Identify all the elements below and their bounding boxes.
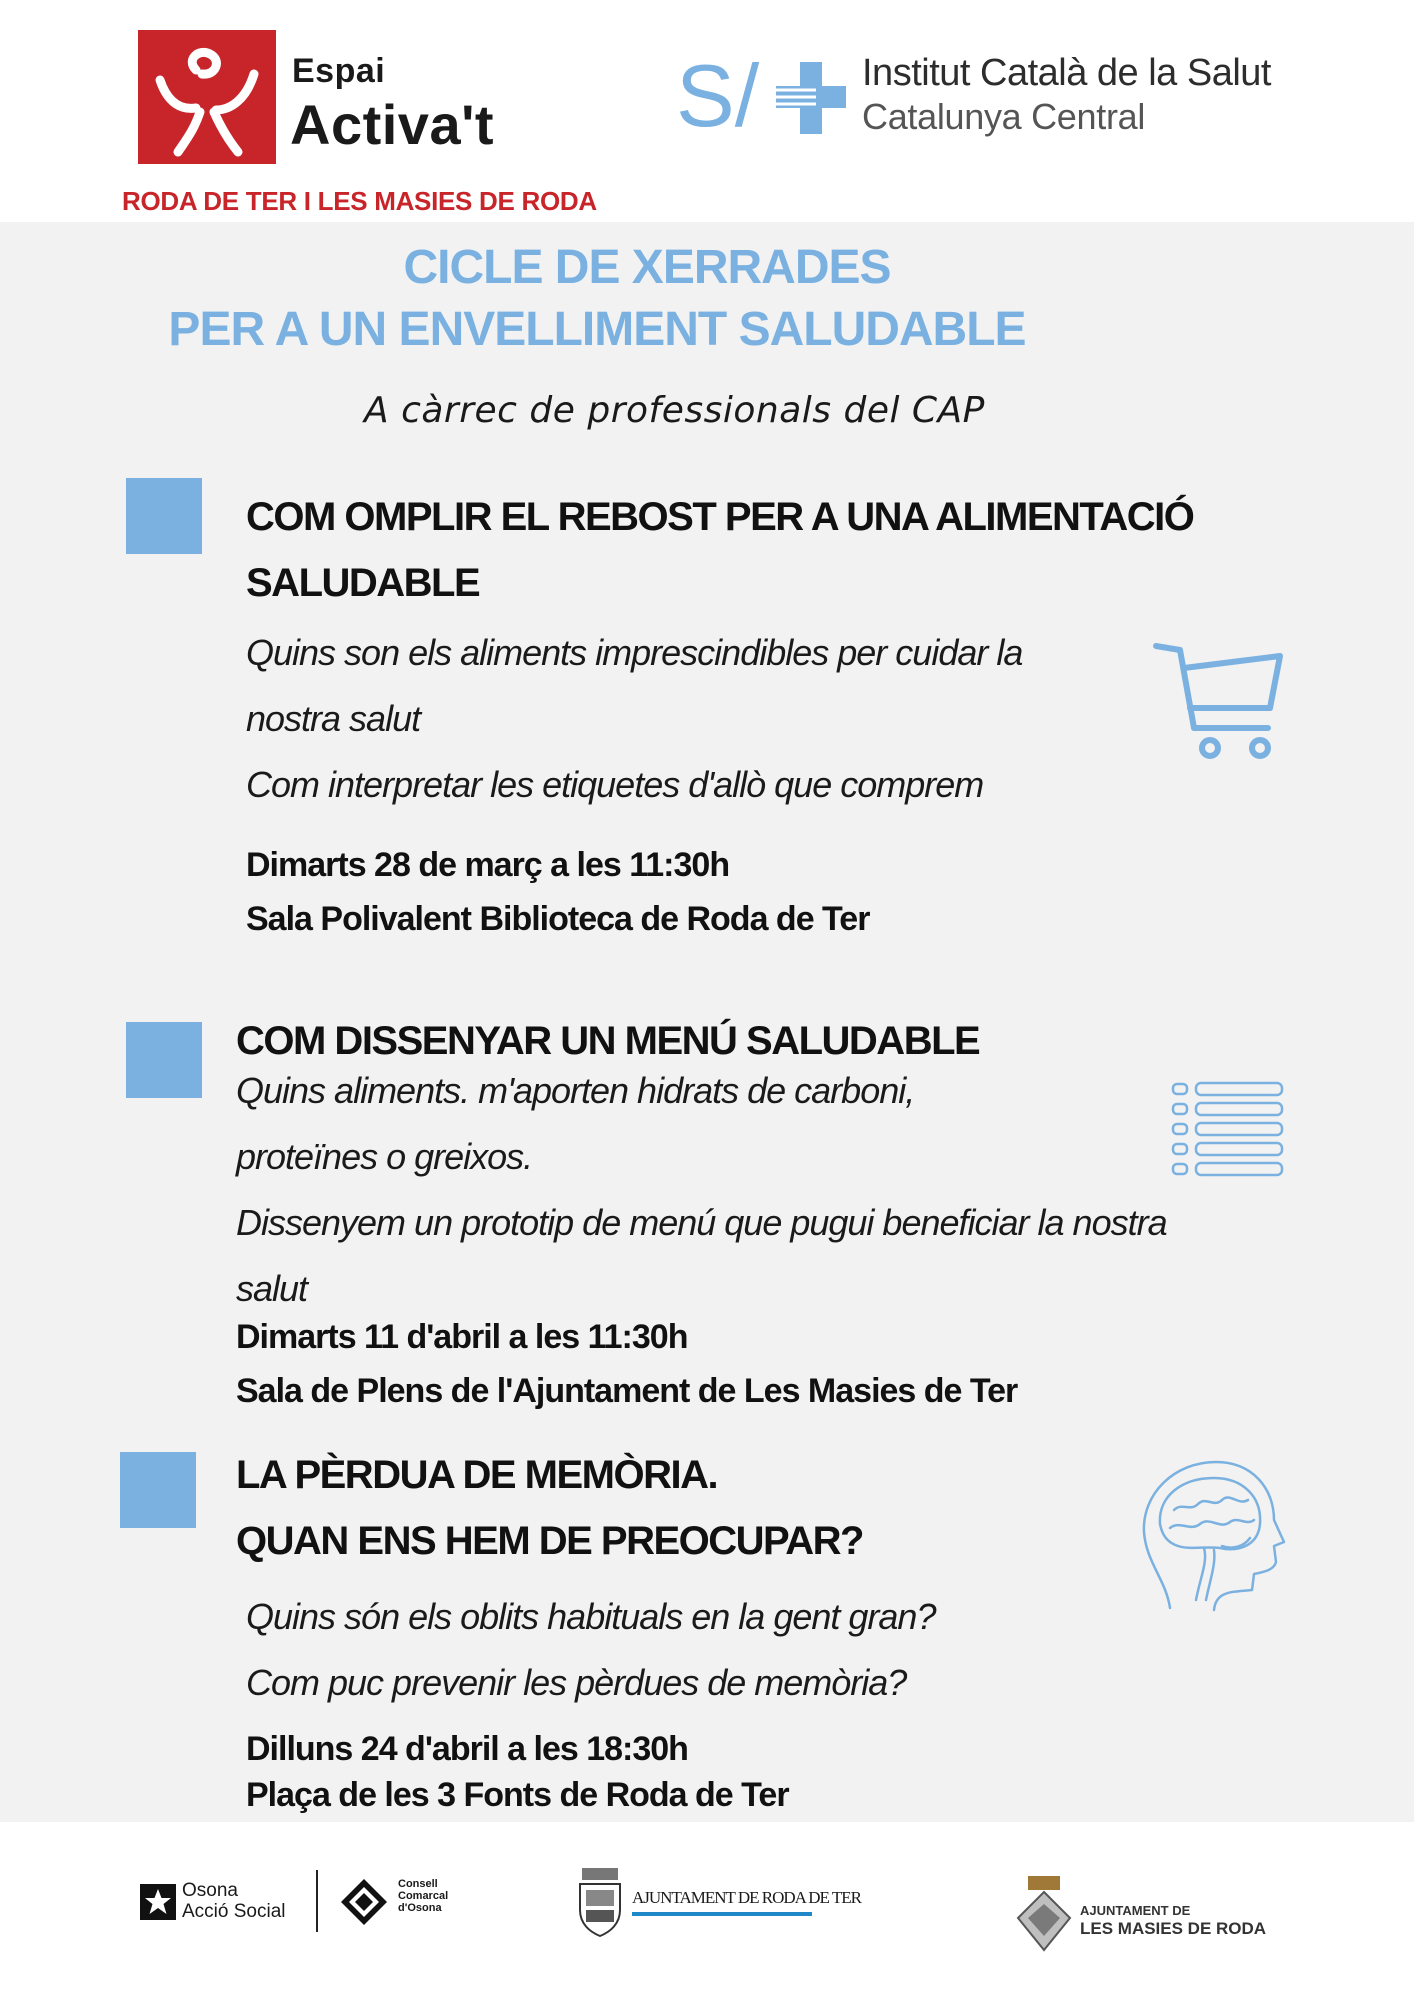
consell-logo-line: Consell <box>398 1878 438 1890</box>
talk-3-heading-line: QUAN ENS HEM DE PREOCUPAR? <box>236 1519 863 1563</box>
consell-comarcal-emblem-icon <box>340 1878 388 1926</box>
talk-2-desc-line: Dissenyem un prototip de menú que pugui beneficiar la nostra <box>236 1202 1167 1243</box>
bullet-square <box>126 1022 202 1098</box>
talk-1-heading-line: SALUDABLE <box>246 561 480 605</box>
consell-comarcal-logo <box>398 1878 448 1914</box>
ics-logo-letters: S/ <box>676 54 760 134</box>
osona-star-icon <box>140 1884 176 1920</box>
consell-logo-line: d'Osona <box>398 1902 442 1914</box>
talk-1-desc-line: nostra salut <box>246 698 421 739</box>
footer <box>0 1822 1414 2000</box>
espai-activat-logo <box>138 30 276 164</box>
main-panel <box>0 222 1414 1822</box>
talk-2-desc-line: salut <box>236 1268 308 1309</box>
footer-divider <box>316 1870 318 1932</box>
talk-3-desc-line: Quins són els oblits habituals en la gent gran? <box>246 1596 936 1637</box>
talk-1-heading <box>246 484 1193 616</box>
header <box>0 0 1414 222</box>
shopping-cart-icon <box>1150 636 1290 766</box>
osona-accio-social-logo <box>182 1880 286 1922</box>
page-subtitle: A càrrec de professionals del CAP <box>364 390 985 431</box>
talk-2-description <box>236 1058 1167 1322</box>
roda-de-ter-logo-bar <box>632 1912 812 1916</box>
talk-2-heading-line: COM DISSENYAR UN MENÚ SALUDABLE <box>236 1019 980 1063</box>
page-title-line-1: CICLE DE XERRADES <box>403 241 891 294</box>
talk-1-heading-line: COM OMPLIR EL REBOST PER A UNA ALIMENTACIÓ <box>246 495 1194 539</box>
talk-2-date: Dimarts 11 d'abril a les 11:30h <box>236 1318 688 1356</box>
bullet-square <box>120 1452 196 1528</box>
location-label: RODA DE TER I LES MASIES DE RODA <box>122 186 597 216</box>
ics-name: Institut Català de la Salut <box>862 52 1271 94</box>
talk-3-desc-line: Com puc prevenir les pèrdues de memòria? <box>246 1662 907 1703</box>
masies-de-roda-logo-text <box>1080 1902 1266 1938</box>
ics-logo-mark <box>676 54 856 134</box>
consell-logo-line: Comarcal <box>398 1890 449 1902</box>
activat-word: Activa't <box>290 93 495 156</box>
masies-logo-line: LES MASIES DE RODA <box>1080 1919 1267 1938</box>
talk-2-desc-line: proteïnes o greixos. <box>236 1136 533 1177</box>
talk-1-desc-line: Com interpretar les etiquetes d'allò que comprem <box>246 764 984 805</box>
talk-3-info <box>246 1726 789 1818</box>
talk-1-info <box>246 838 869 946</box>
talk-1-place: Sala Polivalent Biblioteca de Roda de Ter <box>246 900 870 938</box>
talk-1-desc-line: Quins son els aliments imprescindibles per cuidar la <box>246 632 1023 673</box>
roda-de-ter-crest-icon <box>574 1866 626 1938</box>
masies-de-roda-crest-icon <box>1016 1874 1072 1954</box>
talk-3-heading <box>236 1442 863 1574</box>
page-title-line-2: PER A UN ENVELLIMENT SALUDABLE <box>168 303 1026 356</box>
talk-2-desc-line: Quins aliments. m'aporten hidrats de carboni, <box>236 1070 915 1111</box>
talk-3-description <box>246 1584 935 1716</box>
talk-3-date: Dilluns 24 d'abril a les 18:30h <box>246 1730 688 1768</box>
talk-3-heading-line: LA PÈRDUA DE MEMÒRIA. <box>236 1453 718 1497</box>
bullet-square <box>126 478 202 554</box>
masies-logo-line: AJUNTAMENT DE <box>1080 1903 1191 1918</box>
talk-3-place: Plaça de les 3 Fonts de Roda de Ter <box>246 1776 789 1814</box>
talk-1-description <box>246 620 1022 818</box>
roda-de-ter-logo-text: AJUNTAMENT DE RODA DE TER <box>632 1888 861 1907</box>
talk-2-info <box>236 1310 1017 1418</box>
list-icon <box>1170 1080 1286 1186</box>
talk-2-place: Sala de Plens de l'Ajuntament de Les Masies de Ter <box>236 1372 1018 1410</box>
brain-head-icon <box>1134 1450 1294 1620</box>
espai-word: Espai <box>292 52 386 90</box>
ics-region: Catalunya Central <box>862 96 1146 137</box>
talk-1-date: Dimarts 28 de març a les 11:30h <box>246 846 730 884</box>
osona-logo-line: Osona <box>182 1880 238 1901</box>
osona-logo-line: Acció Social <box>182 1901 286 1922</box>
